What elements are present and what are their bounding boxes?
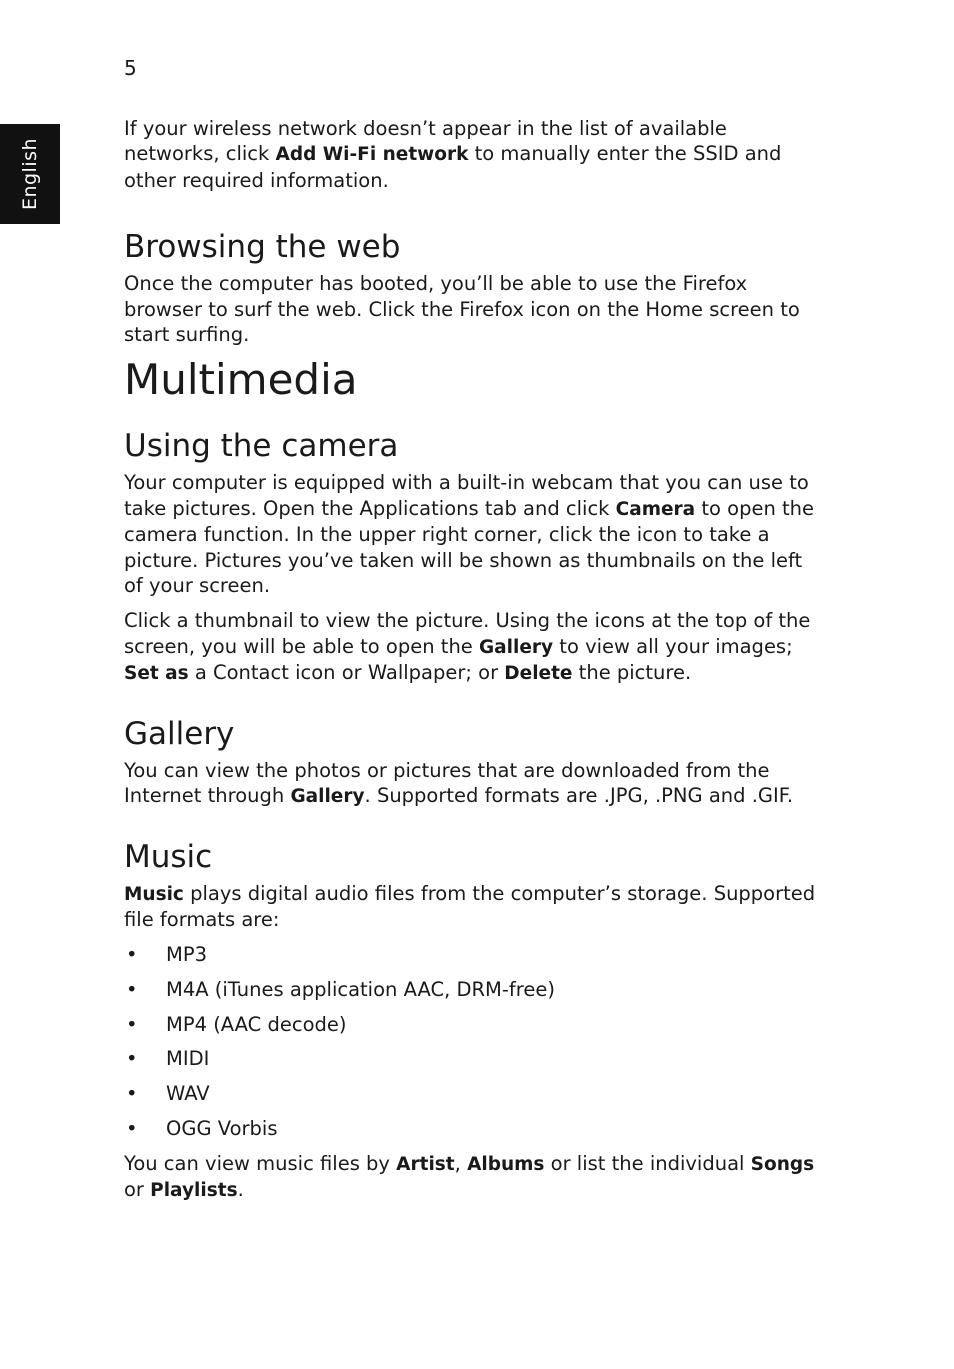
set-as-term: Set as xyxy=(124,663,189,685)
list-item: • OGG Vorbis xyxy=(124,1116,824,1141)
section-heading-camera: Using the camera xyxy=(124,428,399,465)
camera-paragraph-1: Your computer is equipped with a built-in webcam that you can use to take pictures. Open the Applications tab and click Camera to open the camera function. In the upper right corner, click the icon to take a picture. Pictures you’ve taken will be shown as thumbnails on the left of your screen. xyxy=(124,471,815,598)
list-item: • WAV xyxy=(124,1081,824,1106)
browsing-paragraph: Once the computer has booted, you’ll be able to use the Firefox browser to surf the web. Click the Firefox icon on the Home screen to start surfing. xyxy=(124,272,800,347)
songs-term: Songs xyxy=(750,1153,815,1175)
camera-term: Camera xyxy=(615,498,696,520)
camera-paragraph-2: Click a thumbnail to view the picture. Using the icons at the top of the screen, you will be able to open the Gallery to view all your images; Set as a Contact icon or Wallpaper; or Delete the picture. xyxy=(124,609,811,685)
music-paragraph-1: Music plays digital audio files from the computer’s storage. Supported file formats are: xyxy=(124,881,816,931)
albums-term: Albums xyxy=(467,1153,545,1175)
gallery-paragraph: You can view the photos or pictures that are downloaded from the Internet through Gallery. Supported formats are .JPG, .PNG and .GIF. xyxy=(124,758,794,808)
page-number: 5 xyxy=(124,56,137,80)
list-item: • MP4 (AAC decode) xyxy=(124,1012,824,1037)
language-label: English xyxy=(19,137,41,211)
artist-term: Artist xyxy=(396,1153,455,1175)
music-term: Music xyxy=(124,883,184,905)
section-heading-gallery: Gallery xyxy=(124,715,235,752)
music-paragraph-2: You can view music files by Artist, Albums or list the individual Songs or Playlists. xyxy=(124,1151,815,1201)
section-heading-browsing: Browsing the web xyxy=(124,229,401,266)
music-formats-list xyxy=(124,942,824,1141)
add-wifi-network-term: Add Wi-Fi network xyxy=(275,144,469,166)
playlists-term: Playlists xyxy=(150,1179,238,1201)
list-item: • MP3 xyxy=(124,942,824,967)
list-item: • M4A (iTunes application AAC, DRM-free) xyxy=(124,977,824,1002)
list-item: • MIDI xyxy=(124,1046,824,1071)
language-side-tab xyxy=(0,124,60,224)
delete-term: Delete xyxy=(504,663,573,685)
gallery-term: Gallery xyxy=(290,786,365,808)
page-content xyxy=(124,116,824,1203)
wifi-paragraph: If your wireless network doesn’t appear in the list of available networks, click Add Wi-Fi network to manually enter the SSID and other required information. xyxy=(124,117,782,192)
section-heading-music: Music xyxy=(124,838,213,875)
gallery-term: Gallery xyxy=(479,636,554,658)
chapter-title-multimedia: Multimedia xyxy=(124,355,358,405)
